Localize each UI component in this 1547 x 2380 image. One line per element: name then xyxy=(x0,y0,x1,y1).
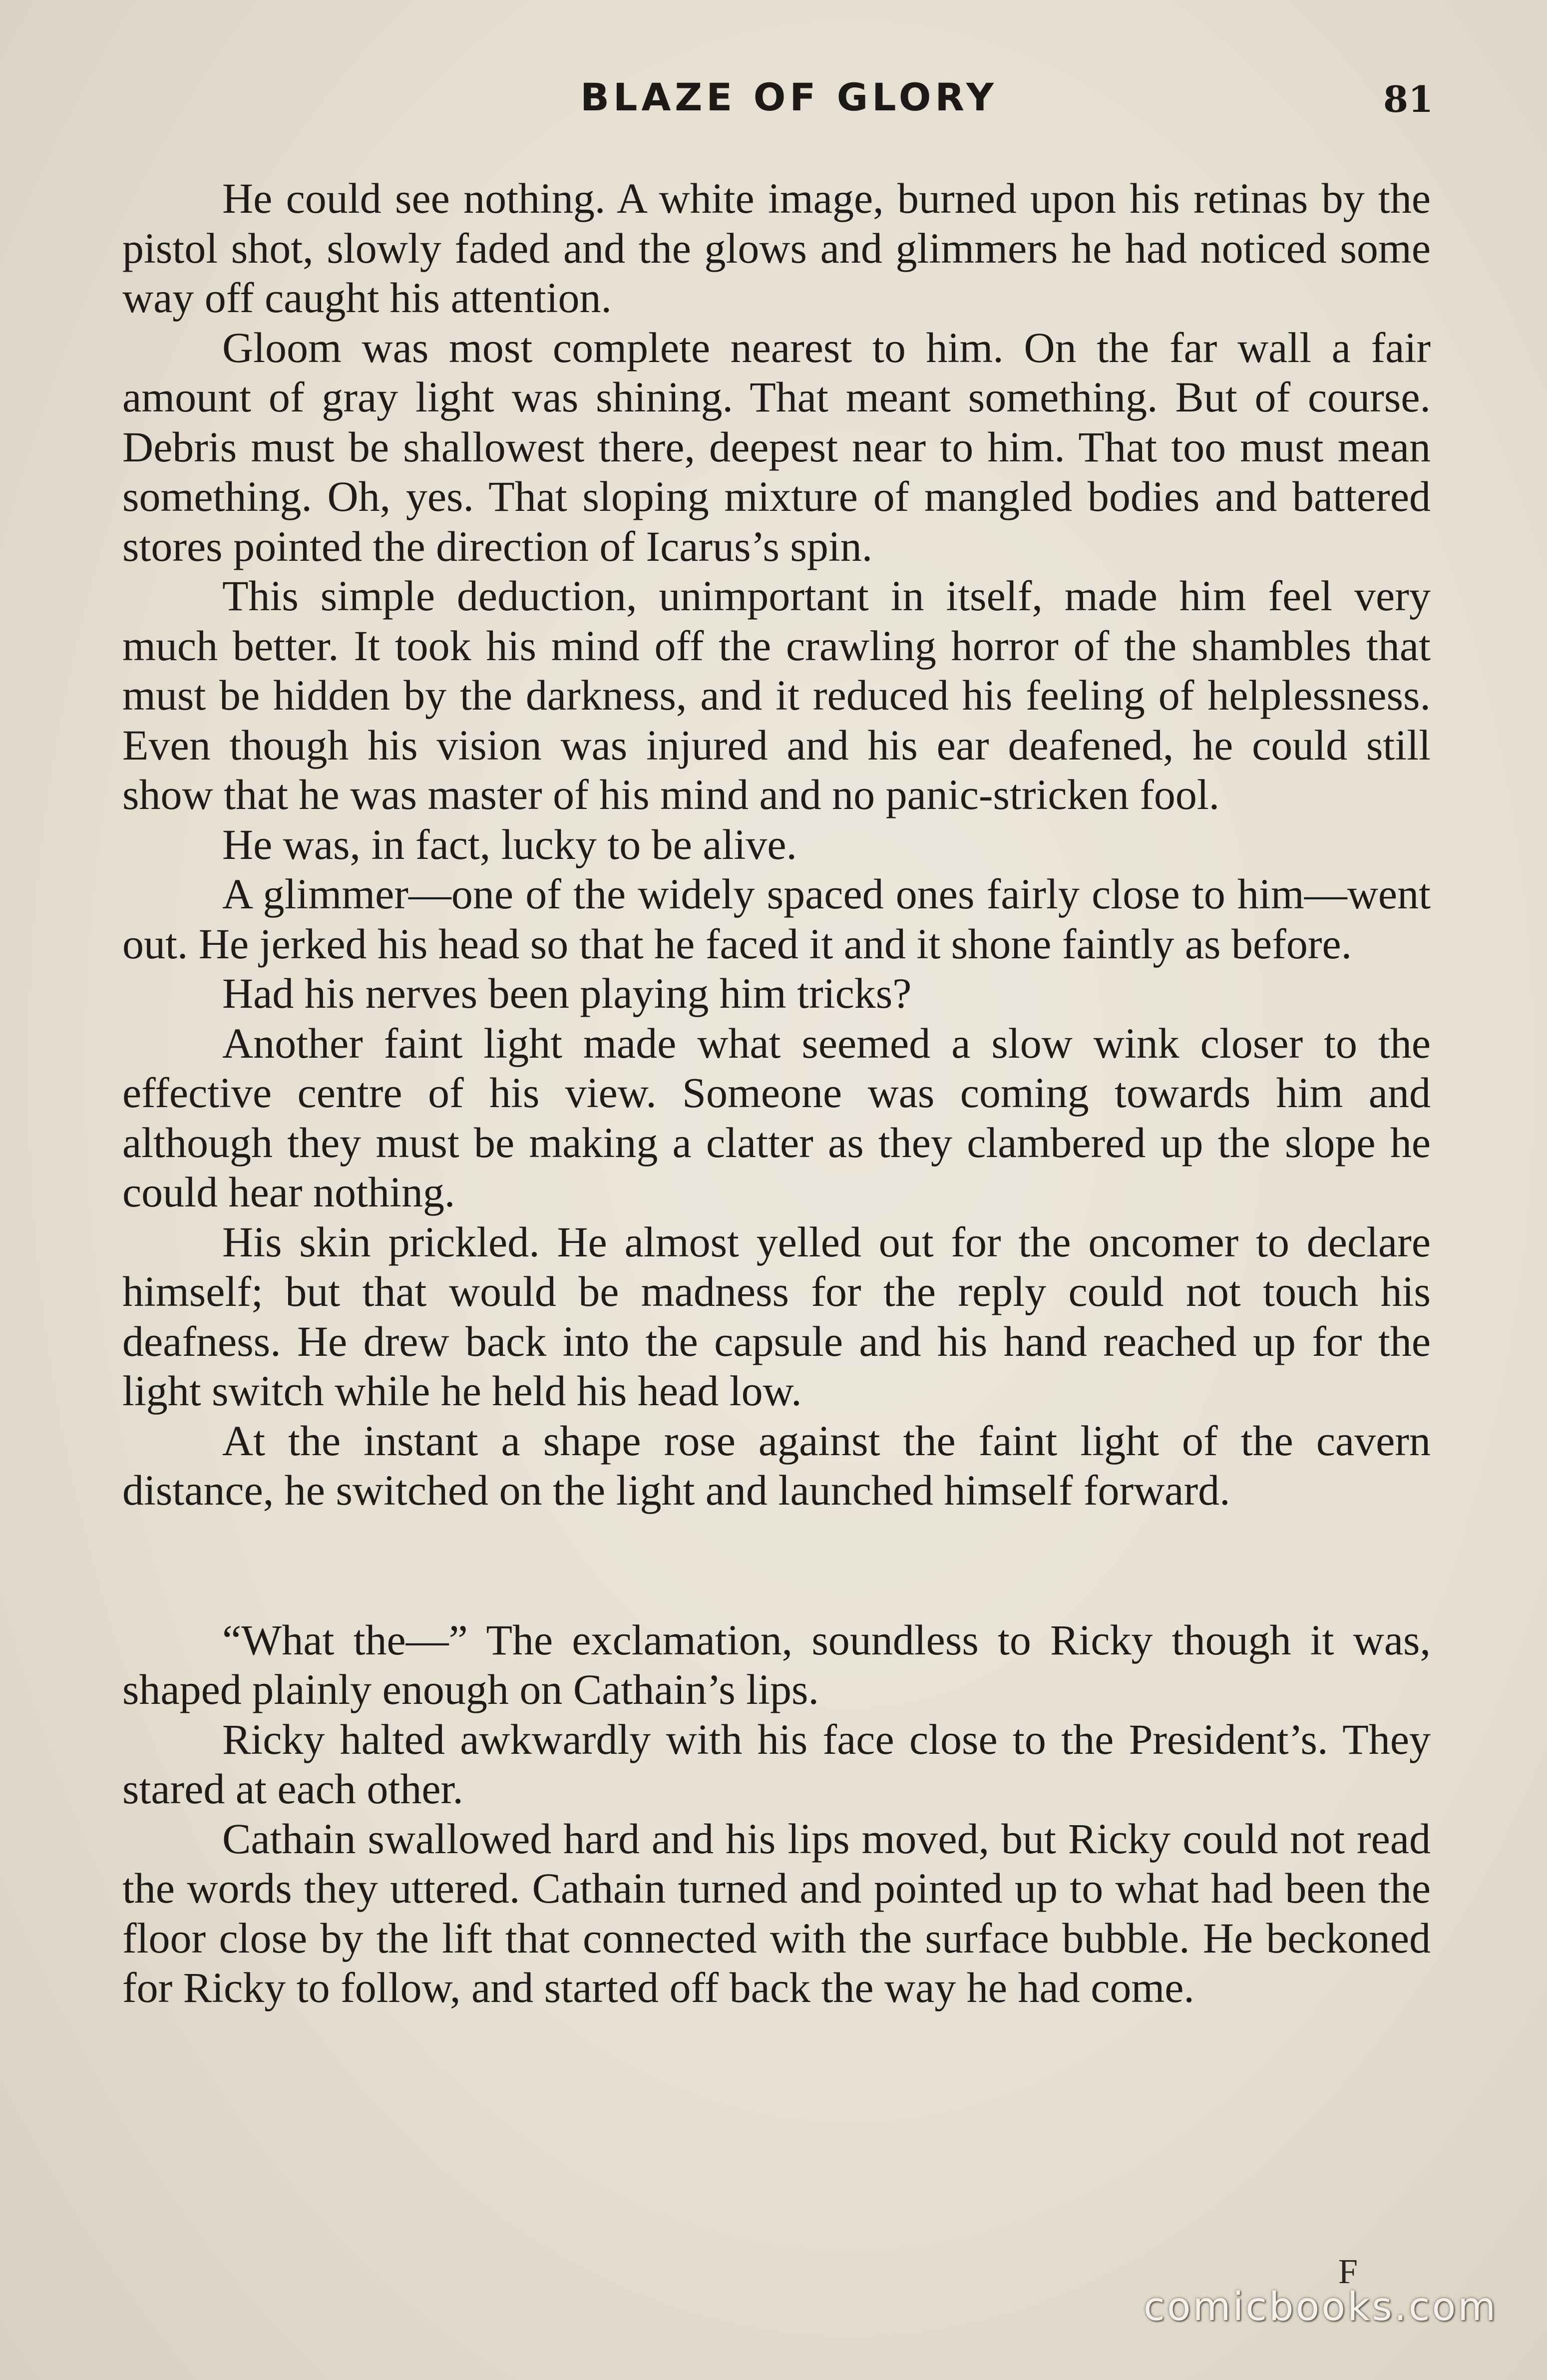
paragraph: This simple deduction, unimportant in itself, made him feel very much better. It took his mind off the crawling horror of the shambles that must be hidden by the darkness, and it reduced his feeling of helplessness. Even though his vision was injured and his ear deafened, he could still show that he was master of his mind and no panic-stricken fool. xyxy=(122,572,1431,818)
paragraph: A glimmer—one of the widely spaced ones fairly close to him—went out. He jerked his head so that he faced it and it shone faintly as before. xyxy=(122,870,1431,968)
body-text xyxy=(122,174,1431,2013)
watermark: comicbooks.com xyxy=(1144,2285,1498,2330)
paragraph: At the instant a shape rose against the faint light of the cavern distance, he switched on the light and launched himself forward. xyxy=(122,1416,1431,1514)
paragraph: He could see nothing. A white image, burned upon his retinas by the pistol shot, slowly faded and the glows and glimmers he had noticed some way off caught his attention. xyxy=(122,174,1431,322)
paragraph: Had his nerves been playing him tricks? xyxy=(222,969,912,1017)
paragraph: His skin prickled. He almost yelled out for the oncomer to declare himself; but that would be madness for the reply could not touch his deafness. He drew back into the capsule and his hand reached up for the light switch while he held his head low. xyxy=(122,1217,1431,1415)
paragraph: Another faint light made what seemed a slow wink closer to the effective centre of his view. Someone was coming towards him and although they must be making a clatter as they clambered up the slope he could hear nothing. xyxy=(122,1019,1431,1216)
paragraph: “What the—” The exclamation, soundless to Ricky though it was, shaped plainly enough on Cathain’s lips. xyxy=(122,1615,1431,1713)
signature-mark: F xyxy=(1338,2253,1358,2291)
running-title: BLAZE OF GLORY xyxy=(580,75,998,119)
page-number: 81 xyxy=(1383,78,1434,120)
running-head xyxy=(0,75,1547,130)
paragraph: He was, in fact, lucky to be alive. xyxy=(222,820,797,868)
paragraph: Gloom was most complete nearest to him. On the far wall a fair amount of gray light was shining. That meant something. But of course. Debris must be shallowest there, deepest near to him. That too must mean something. Oh, yes. That sloping mixture of mangled bodies and battered stores pointed the direction of Icarus’s spin. xyxy=(122,323,1431,570)
paragraph: Cathain swallowed hard and his lips moved, but Ricky could not read the words they uttered. Cathain turned and pointed up to what had been the floor close by the lift that connected with the surface bubble. He beckoned for Ricky to follow, and started off back the way he had come. xyxy=(122,1814,1431,2011)
paragraph: Ricky halted awkwardly with his face close to the President’s. They stared at each other. xyxy=(122,1715,1431,1813)
section-break xyxy=(122,1516,1431,1615)
